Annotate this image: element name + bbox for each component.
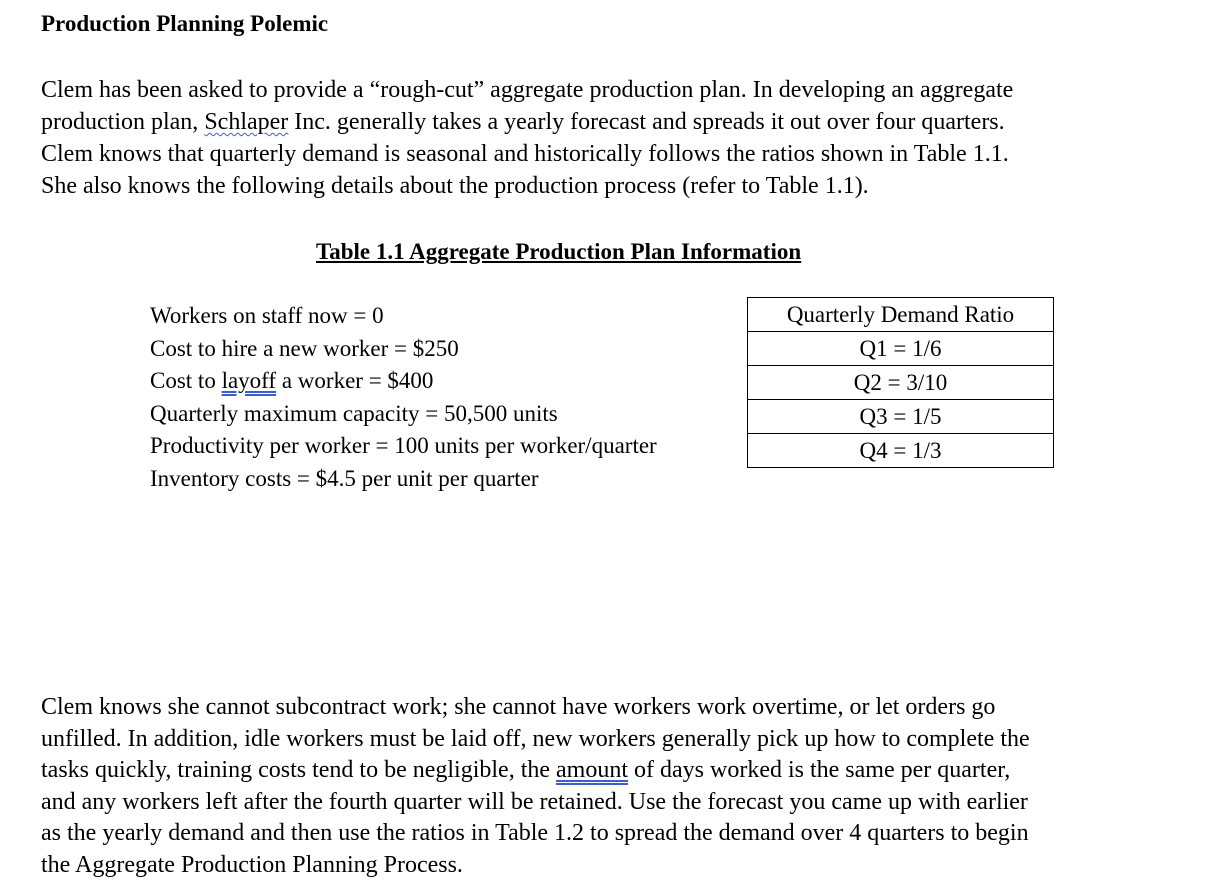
- document-title: Production Planning Polemic: [41, 11, 329, 36]
- table-header: Quarterly Demand Ratio: [748, 298, 1054, 332]
- closing-line: [41, 755, 1211, 787]
- intro-text: production plan,: [41, 109, 205, 135]
- closing-text: of days worked is the same per quarter,: [628, 757, 1011, 783]
- closing-paragraph: [41, 692, 1211, 881]
- detail-text: a worker = $400: [276, 368, 434, 394]
- table-row: Q4 = 1/3: [748, 434, 1054, 468]
- detail-text: Cost to: [150, 368, 222, 394]
- closing-line: unfilled. In addition, idle workers must be laid off, new workers generally pick up how to complete the: [41, 725, 1030, 752]
- closing-line: Clem knows she cannot subcontract work; she cannot have workers work overtime, or let orders go: [41, 694, 996, 720]
- amount-word: amount: [556, 757, 629, 783]
- company-name: Schlaper: [204, 109, 289, 135]
- intro-text: Inc. generally takes a yearly forecast and spreads it out over four quarters.: [288, 109, 1005, 135]
- demand-ratio-table: [747, 297, 1054, 468]
- table-caption: Table 1.1 Aggregate Production Plan Information: [316, 239, 802, 264]
- table-row: Q1 = 1/6: [748, 332, 1054, 366]
- detail-workers: Workers on staff now = 0: [150, 303, 384, 328]
- table-row: Q3 = 1/5: [748, 400, 1054, 434]
- closing-line: the Aggregate Production Planning Process.: [41, 851, 463, 878]
- detail-productivity: Productivity per worker = 100 units per worker/quarter: [150, 433, 657, 459]
- intro-line: Clem has been asked to provide a “rough-cut” aggregate production plan. In developing an aggregate: [41, 77, 1014, 103]
- intro-line: Clem knows that quarterly demand is seasonal and historically follows the ratios shown in Table 1.1.: [41, 141, 1009, 167]
- intro-line: She also knows the following details about the production process (refer to Table 1.1).: [41, 173, 869, 199]
- detail-inventory: Inventory costs = $4.5 per unit per quarter: [150, 465, 539, 491]
- intro-line: [41, 106, 1191, 138]
- closing-line: as the yearly demand and then use the ratios in Table 1.2 to spread the demand over 4 quarters to begin: [41, 820, 1029, 846]
- detail-hire-cost: Cost to hire a new worker = $250: [150, 335, 459, 361]
- table-row: Q2 = 3/10: [748, 366, 1054, 400]
- closing-text: tasks quickly, training costs tend to be negligible, the: [41, 757, 557, 783]
- closing-line: and any workers left after the fourth quarter will be retained. Use the forecast you came up with earlier: [41, 788, 1028, 815]
- layoff-word: layoff: [221, 368, 277, 394]
- production-details: [150, 300, 657, 496]
- detail-capacity: Quarterly maximum capacity = 50,500 units: [150, 400, 558, 426]
- intro-paragraph: [41, 74, 1191, 202]
- detail-layoff-cost: [150, 365, 657, 398]
